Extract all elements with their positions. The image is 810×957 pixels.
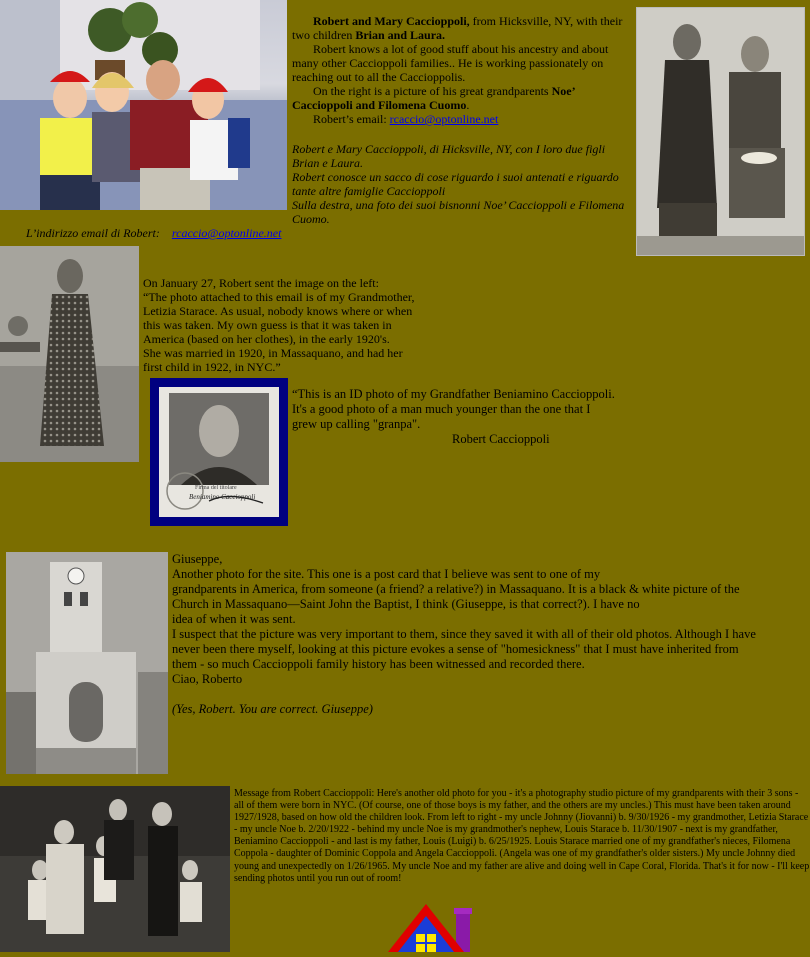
church-line: Church in Massaquano—Saint John the Baptist, I think (Giuseppe, is that correct?). I have no xyxy=(172,597,640,611)
grandfather-line: “This is an ID photo of my Grandfather Beniamino Caccioppoli. xyxy=(292,387,615,401)
church-message xyxy=(172,552,808,717)
italian-email-link[interactable]: rcaccio@optonline.net xyxy=(171,226,282,240)
letizia-line: Letizia Starace. As usual, nobody knows where or when xyxy=(143,304,413,318)
studio-photo-message xyxy=(234,788,810,885)
intro-children: Brian and Laura. xyxy=(355,28,446,42)
intro-names: Robert and Mary Caccioppoli, xyxy=(313,14,470,28)
family-photo-robert-mary xyxy=(0,0,287,210)
intro-text-english xyxy=(292,14,628,126)
church-line: Another photo for the site. This one is a post card that I believe was sent to one of my xyxy=(172,567,601,581)
italian-line-1: Robert e Mary Caccioppoli, di Hicksville, NY, con I loro due figli Brian e Laura. xyxy=(292,142,606,170)
church-line: never been there myself, looking at this picture evokes a sense of "homesickness" that I must have inherited from xyxy=(172,642,739,656)
home-icon[interactable] xyxy=(384,902,480,952)
church-line: grandparents in America, from someone (a friend? a relative?) in Massaquano. It is a black & white picture of the xyxy=(172,582,740,596)
italian-email-row xyxy=(26,226,281,240)
letizia-line: America (based on her clothes), in the early 1920's. xyxy=(143,332,390,346)
letizia-line: first child in 1922, in NYC.” xyxy=(143,360,281,374)
letizia-line: this was taken. My own guess is that it was taken in xyxy=(143,318,392,332)
church-line: Ciao, Roberto xyxy=(172,672,243,686)
church-line: them - so much Caccioppoli family history has been witnessed and recorded there. xyxy=(172,657,585,671)
email-label: Robert’s email: xyxy=(313,112,390,126)
letizia-line: On January 27, Robert sent the image on the left: xyxy=(143,276,379,290)
intro-grandparents-pre: On the right is a picture of his great grandparents xyxy=(313,84,552,98)
church-postcard-photo xyxy=(6,552,168,774)
studio-family-photo xyxy=(0,786,230,952)
church-line: I suspect that the picture was very important to them, since they saved it with all of their old photos. Although I have xyxy=(172,627,756,641)
italian-line-3: Sulla destra, una foto dei suoi bisnonni Noe’ Caccioppoli e Filomena Cuomo. xyxy=(292,198,625,226)
intro-grandparents-post: . xyxy=(466,98,470,112)
church-line: Giuseppe, xyxy=(172,552,223,566)
intro-text-italian xyxy=(292,142,630,226)
id-signature: Beniamino Caccioppoli xyxy=(189,493,256,501)
grandfather-id-photo xyxy=(159,387,279,517)
letizia-line: She was married in 1920, in Massaquano, and had her xyxy=(143,346,403,360)
letizia-message xyxy=(143,276,433,374)
robert-email-link[interactable]: rcaccio@optonline.net xyxy=(389,112,499,126)
church-line: idea of when it was sent. xyxy=(172,612,296,626)
id-stamp-caption: Firma del titolare xyxy=(195,485,237,491)
grandfather-id-photo-frame xyxy=(150,378,288,526)
italian-email-label: L’indirizzo email di Robert: xyxy=(26,226,160,240)
grandmother-letizia-photo xyxy=(0,246,139,462)
studio-photo-text: Message from Robert Caccioppoli: Here's another old photo for you - it's a photography studio picture of my grandparents with their 3 sons - all of them were born in NYC. (Of course, one of those boys is my father, and the others are my uncles.) This must have been taken around 1927/1928, based on how old the children look. From left to right - my uncle Johnny (Jiovanni) b. 9/30/1926 - my grandmother, Letizia Starace - my uncle Noe b. 2/20/1922 - behind my uncle Noe is my grandmother's nephew, Louis Starace b. 11/30/1907 - next is my grandfather, Beniamino Caccioppoli - and last is my father, Louis (Luigi) b. 6/25/1925. Louis Starace married one of my grandfather's nieces, Filomena Coppola - daughter of Dominic Coppola and Angela Caccioppoli. (Angela was one of my grandfather's older sisters.) My uncle Johnny died young and unexpectedly on 1/26/1965. My uncle Noe and my father are alive and doing well in Cape Coral, Florida. That's it for now - I'll keep sending photos until you run out of room! xyxy=(234,788,810,884)
grandfather-line: grew up calling "granpa". xyxy=(292,417,421,431)
italian-line-2: Robert conosce un sacco di cose riguardo i suoi antenati e riguardo tante altre famiglie Caccioppoli xyxy=(292,170,619,198)
letizia-line: “The photo attached to this email is of my Grandmother, xyxy=(143,290,415,304)
great-grandparents-photo xyxy=(636,7,805,256)
church-reply: (Yes, Robert. You are correct. Giuseppe) xyxy=(172,702,373,716)
grandfather-message xyxy=(292,387,652,447)
intro-grandparents-names: Noe’ Caccioppoli and Filomena Cuomo xyxy=(292,84,575,112)
intro-from: from Hicksville, NY, with their two children xyxy=(292,14,623,42)
grandfather-line: It's a good photo of a man much younger than the one that I xyxy=(292,402,591,416)
intro-ancestry: Robert knows a lot of good stuff about his ancestry and about many other Caccioppoli families.. He is working passionately on reaching out to all the Caccioppolis. xyxy=(292,42,609,84)
grandfather-signature: Robert Caccioppoli xyxy=(452,432,550,446)
